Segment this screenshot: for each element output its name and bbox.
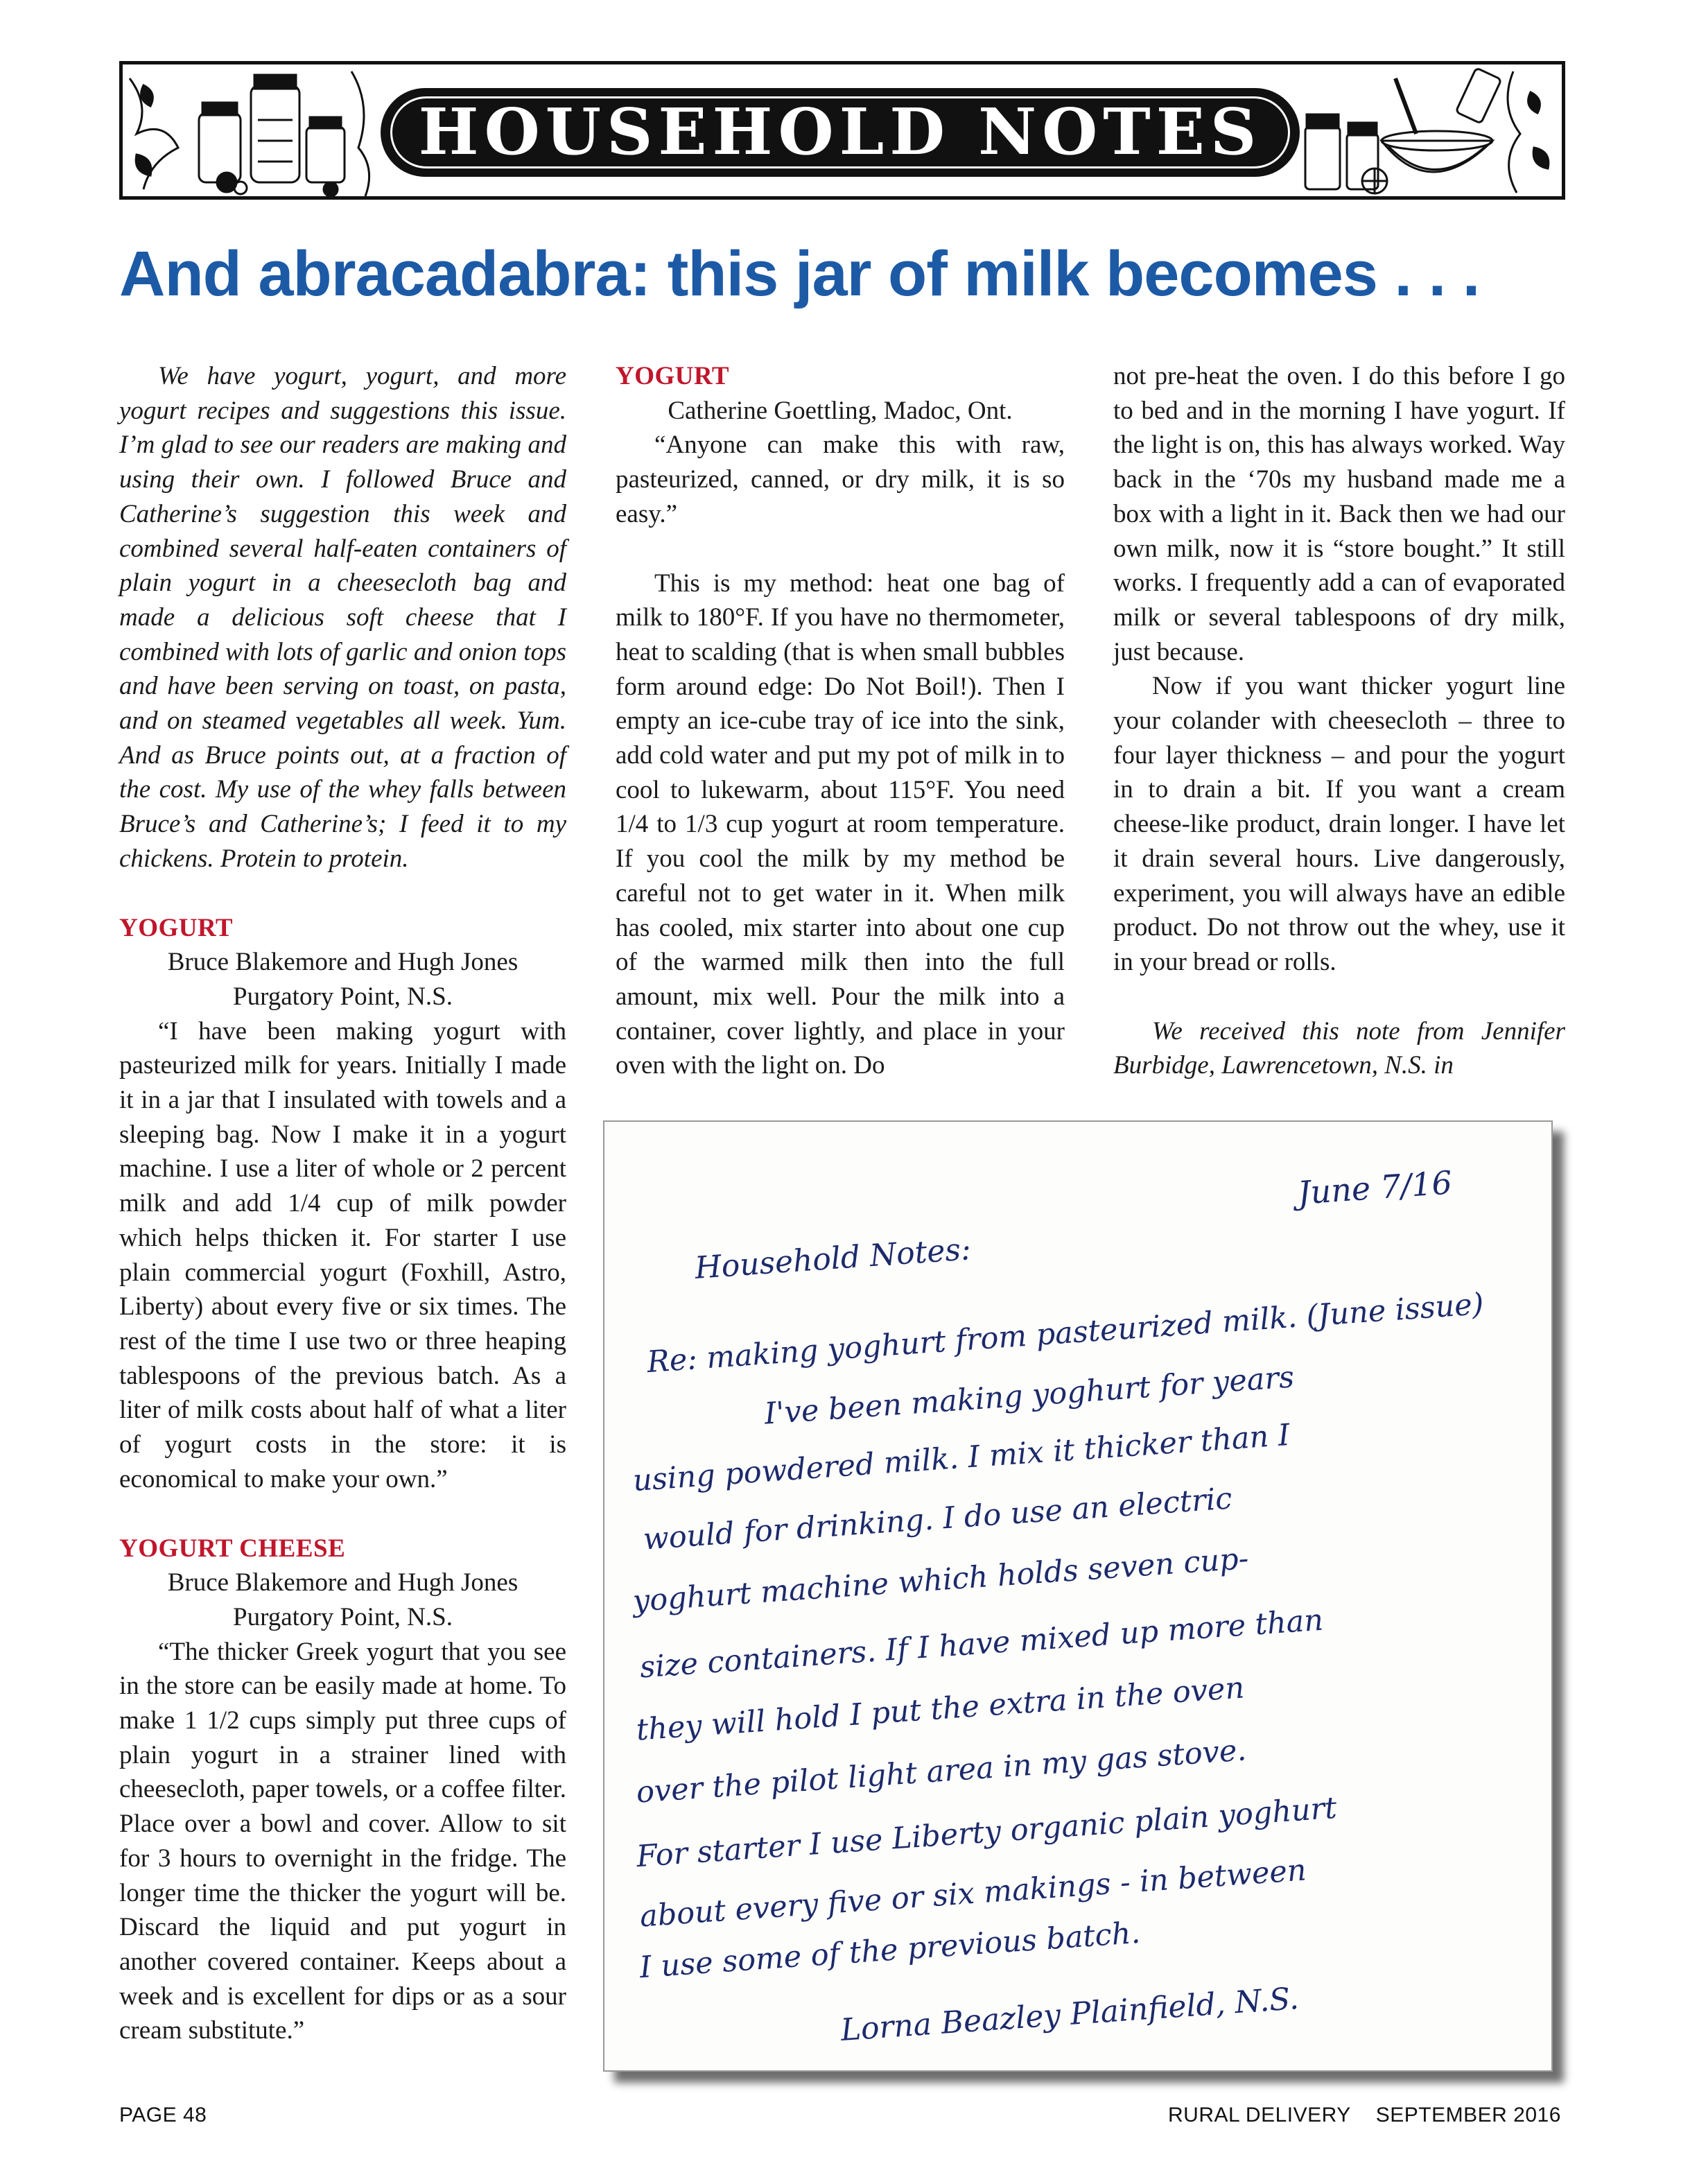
column-2 [616,359,1065,1083]
mixing-bowl-illustration [1291,64,1562,196]
spacer [616,532,1065,566]
publication-info [1168,2104,1561,2127]
article-headline: And abracadabra: this jar of milk becomes . . . [119,239,1480,309]
section-banner [119,61,1565,200]
page-number: PAGE 48 [119,2104,207,2126]
recipe-quote: “Anyone can make this with raw, pasteurized, canned, or dry milk, it is so easy.” [616,431,1065,528]
thick-yogurt-tip: Now if you want thicker yogurt line your colander with cheesecloth – three to four layer thickness – and pour the yogurt in to drain a bit. If you want a cream cheese-like product, drain longer. I have let it drain several hours. Live dangerously, experiment, you will always have an edible product. Do not throw out the whey, use it in your bread or rolls. [1113,672,1565,976]
letter-line: yoghurt machine which holds seven cup- [631,1541,1250,1619]
banner-title-plaque [381,88,1300,177]
letter-greeting: Household Notes: [693,1231,973,1286]
letter-line: size containers. If I have mixed up more than [638,1602,1325,1685]
editor-intro: We have yogurt, yogurt, and more yogurt recipes and suggestions this issue. I’m glad to see our readers are making and using their own. I followed Bruce and Catherine’s suggestion this week and combined several half-eaten containers of plain yogurt in a cheesecloth bag and made a delicious soft cheese that I combined with lots of garlic and onion tops and have been serving on toast, on pasta, and on steamed vegetables all week. Yum. And as Bruce points out, at a fraction of the cost. My use of the whey falls between Bruce’s and Catherine’s; I feed it to my chickens. Protein to protein. [119,362,566,873]
recipe-body: “I have been making yogurt with pasteurized milk for years. Initially I made it in a jar that I insulated with towels and a sleeping bag. Now I make it in a yogurt machine. I use a liter of whole or 2 percent milk and add 1/4 cup of milk powder which helps thicken it. For starter I use plain commercial yogurt (Foxhill, Astro, Liberty) about every five or six times. The rest of the time I use two or three heaping tablespoons of the previous batch. As a liter of milk costs about half of what a liter of yogurt costs in the store: it is economical to make your own.” [119,1016,566,1493]
letter-signature: Lorna Beazley Plainfield, N.S. [839,1980,1300,2049]
letter-line: about every five or six makings - in between [638,1853,1308,1934]
letter-line: would for drinking. I do use an electric [642,1481,1233,1557]
handwritten-letter [603,1120,1553,2072]
recipe-method: This is my method: heat one bag of milk to 180°F. If you have no thermometer, heat to scalding (that is when small bubbles form around edge: Do Not Boil!). Then I empty an ice-cube tray of ice into the sink, add cold water and put my pot of milk in to cool to lukewarm, about 115°F. You need 1/4 to 1/3 cup yogurt at room temperature. If you cool the milk by my method be careful not to get water in it. When milk has cooled, mix starter into about one cup of the warmed milk then into the full amount, mix well. Pour the milk into a container, cover lightly, and place in your oven with the light on. Do [616,569,1065,1080]
spacer [119,1497,566,1532]
publication-name: RURAL DELIVERY [1168,2104,1351,2126]
recipe-body: “The thicker Greek yogurt that you see in the store can be easily made at home. To make 1 1/2 cups simply put three cups of plain yogurt in a strainer lined with cheesecloth, paper towels, or a coffee filter. Place over a bowl and cover. Allow to sit for 3 hours to overnight in the fridge. The longer time the thicker the yogurt will be. Discard the liquid and put yogurt in another covered container. Keeps about a week and is excellent for dips or as a sour cream substitute.” [119,1637,566,2045]
letter-line: I've been making yoghurt for years [763,1360,1296,1432]
letter-line: they will hold I put the extra in the oven [635,1670,1246,1748]
jars-illustration [123,64,379,196]
letter-line: over the pilot light area in my gas stove. [635,1733,1248,1810]
banner-title: HOUSEHOLD NOTES [418,94,1262,169]
recipe-method-continued: not pre-heat the oven. I do this before I go to bed and in the morning I have yogurt. If the light is on, this has always worked. Way back in the ‘70s my husband made me a box with a light in it. Back then we had our own milk, now it is “store bought.” It still works. I frequently add a can of evaporated milk or several tablespoons of dry milk, just because. [1113,362,1565,666]
spacer [119,876,566,911]
recipe-author: Bruce Blakemore and Hugh Jones [167,948,519,977]
letter-line: I use some of the previous batch. [638,1915,1142,1986]
letter-line: For starter I use Liberty organic plain yoghurt [635,1790,1338,1875]
letter-intro: We received this note from Jennifer Burbidge, Lawrencetown, N.S. in [1113,1016,1565,1080]
recipe-heading-yogurt: YOGURT [119,913,234,942]
issue-date: SEPTEMBER 2016 [1375,2104,1561,2126]
recipe-author: Catherine Goettling, Madoc, Ont. [668,396,1013,425]
recipe-author: Bruce Blakemore and Hugh Jones [167,1568,519,1597]
recipe-place: Purgatory Point, N.S. [233,1602,453,1631]
recipe-heading-yogurt-cheese: YOGURT CHEESE [119,1534,346,1563]
column-3 [1113,359,1565,1083]
recipe-place: Purgatory Point, N.S. [233,982,453,1011]
column-1 [119,359,566,2048]
letter-date: June 7/16 [1296,1163,1454,1212]
letter-line: using powdered milk. I mix it thicker than I [631,1417,1291,1499]
letter-line: Re: making yoghurt from pasteurized milk. (June issue) [645,1286,1486,1380]
spacer [1113,980,1565,1014]
recipe-heading-yogurt: YOGURT [616,362,730,390]
